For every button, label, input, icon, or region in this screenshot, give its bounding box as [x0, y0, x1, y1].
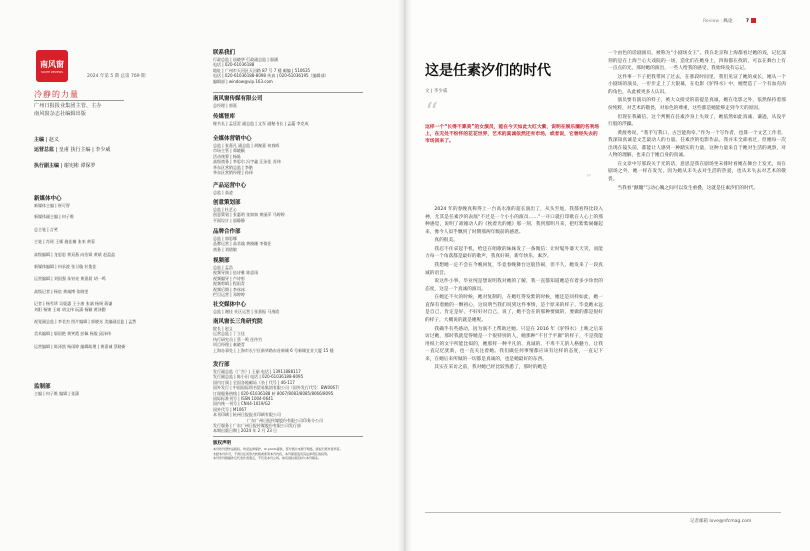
section-title: 南风窗传媒有限公司: [213, 96, 263, 102]
contact-line: 编辑部 | window@vip.163.com: [213, 78, 273, 84]
divider: [213, 436, 363, 437]
product-center: [213, 183, 363, 195]
contact-line: 地址 | 广州市天河区天河路 87 号 7 楼 邮编 | 510635: [213, 67, 311, 73]
article-title: 这是任素汐们的时代: [425, 63, 551, 79]
issue-number: 2024 年第 5 期 总第 769 期: [87, 74, 146, 79]
publisher-info: [34, 102, 124, 118]
staff-line: 秘书长 | 孟廷雷 副总监 | 文军 副秘书长 | 孟蕴 李克成: [213, 121, 309, 126]
body-paragraph: 一个由色的话剧演员，被称为“小剧场女王”。我在北京和上海都看过她的戏，记忆深刻的是在上海兰心大戏院的一场，造化们在她身上，四海都在找的，可以在舞台上有一点点的光，那时她的演出，一些人给我的感受，我始终没有忘记。: [608, 51, 786, 71]
staff-line: 视频编导 | 卢诗彤: [213, 275, 245, 281]
creative-dept: [213, 200, 363, 223]
divider: [213, 92, 363, 93]
body-paragraph: 在她还不火的时候，她对复制的，在她红得发紫的时候，她还是同样如此，她一直保有着她的一颗初心，这说明当我们说到这件事情，是个原来的样子，毕竟她永远是自己，肯定是好，不好好对自己，说了，她不会在的那种要做的，要做的都是很好的样子，大概说的就是她呢。: [425, 295, 603, 323]
body-paragraph: 真的很美。: [434, 238, 458, 244]
body-paragraph: 这件事一下子把我带回了过去，在那段时间里，我们见证了她的成长，她从一个小剧场的演员，一步步走上了大银幕，在电影《驴得水》中，她塑造了一个有血有肉的角色，从此被更多人认识。: [608, 74, 786, 95]
staff-line: 总监 | 郭思娜: [213, 236, 237, 241]
sponsor-line: 广州日报报业集团主管、主办: [34, 103, 102, 109]
staff-line: 活动统筹 | 杨陈: [213, 153, 241, 159]
staff-line: 新媒体编辑 | 何承波 张旦璇 杜俊佳: [34, 264, 97, 270]
staff-line: 执行副主编 | 谢宪彬 谭保罗: [34, 163, 96, 169]
body-paragraph: 黄渡秀说，“我手写我口，古岂能拘牵。”作为一个写作者，也算一个文艺工作者，我深知真诚是文艺最动人的力量。任素汐的电影作品，我并未全部看过，但她每一次出现在镜头前，都能让人感到一种踏实的力量，这种力量来自于她对生活的观察，对人物的理解，也来自于她自身的真诚。: [608, 130, 786, 159]
staff-line: 视频后期 | 李冰冰: [213, 286, 245, 292]
copyright-line: 本刊所刊载稿件仅代表作者观点，不代表本刊立场。如有侵权请及时与本刊联系。: [213, 456, 322, 461]
staff-line: 主笔 | 肖瑶 王雁 施佳楠 张来 黄蓉: [34, 239, 95, 245]
staff-line: 广东广州日报传媒股份有限公司印务分公司: [247, 417, 323, 423]
magazine-slogan: 冷静的力量: [34, 90, 79, 99]
body-column-1: [425, 206, 603, 506]
body-column-2: [608, 50, 786, 506]
contact-line: 行政总监 | 屈晓华 行政副总监 | 邬涵: [213, 57, 279, 62]
staff-line: 新媒体副主编 | 何子维: [34, 214, 74, 220]
editorial-staff: [34, 137, 110, 170]
staff-line: 视频导演 | 伍诗雅 陈思雨: [213, 270, 259, 276]
supervision: [34, 384, 79, 396]
staff-line: 运营总监 | 丁立佳: [213, 331, 245, 337]
staff-line: 订阅服务热线 | 020-61036188 转 8067/8083/8085/8066/8095: [213, 390, 334, 396]
social-media-center: [213, 302, 363, 314]
video-dept: [213, 258, 363, 297]
staff-line: 总监 | 孟浩: [213, 265, 233, 270]
staff-line: 栏目运营 | 邓婷婷: [213, 292, 245, 298]
contact-section: [213, 50, 363, 84]
staff-line: 视觉副总监 | 李君杰 图片编辑 | 郭晓光 美编副总监 | 孟然: [34, 319, 137, 325]
sponsor-line: 南风窗杂志社编辑出版: [34, 111, 86, 118]
staff-line: 总主笔 | 言笑: [34, 226, 58, 232]
staff-line: 国内订阅 | 全国各地邮局（杂 | 代号 | 46-117: [213, 379, 295, 385]
contact-line: 电话 | 020-61036188-8098 传真 | 020-61036195（编辑部）: [213, 73, 329, 79]
body-paragraph: 在文章中写那段关于光的话，意思是我在剧场坐末排时看她在舞台上发光，而在剧场之外，她一样在发光，因为她从未失去对生活的热爱，也从未失去对艺术的敬畏。: [608, 161, 786, 182]
staff-line: 总监 | 高凌: [213, 190, 233, 195]
logo-name: 南风窗: [40, 59, 64, 69]
staff-line: 总监 | 杜艺心: [213, 207, 237, 212]
staff-line: 本刊印刷 | 杭州日报报业印刷有限公司: [213, 412, 281, 418]
section-title: 品牌合作部: [213, 229, 241, 235]
staff-line: 项目经理 | 秦晓青: [213, 342, 245, 348]
logo-subtitle: SOUTH REVIEWS: [41, 71, 63, 74]
staff-line: 高级编辑 | 龙思思 黄双燕 向治霖 黄斌 赵盈盈: [34, 251, 115, 257]
copyright-notice: [213, 440, 363, 461]
staff-line: 国外代号 | M1067: [213, 406, 247, 412]
staff-line: 高级商务 | 李思尔 冯宇鑫 汪泳佳 苏炜: [213, 159, 281, 165]
staff-line: 国内统一刊号 | CN44-1019/G2: [213, 401, 271, 407]
header-kicker: 纵论: [723, 19, 733, 24]
section-title: 联系我们: [213, 50, 236, 56]
staff-line: 商务 | 刘倩敏: [213, 246, 237, 252]
body-paragraph: 其实在采访之前，我对她已经比较熟悉了，那时的她是: [434, 365, 547, 371]
staff-line: 运营编辑 | 陈泽凯 杨雨婷 编辑助理 | 黄嘉诚 蔡晓新: [34, 343, 126, 349]
section-title: 南风窗长三角研究院: [213, 319, 263, 325]
staff-line: 院长 | 赵义: [213, 326, 233, 331]
brand-mark-icon: [751, 18, 756, 23]
staff-line: 新媒体主编 | 崔可智: [34, 203, 70, 208]
page-number: 7: [745, 19, 750, 24]
section-title: 创意策划部: [213, 200, 241, 206]
research-institute: [213, 319, 363, 353]
body-paragraph: 当我看“颠簸”与动心魄之间可以发生重叠，这就是任素汐们的时代。: [617, 185, 759, 191]
section-title: 监制部: [34, 384, 51, 390]
footer-divider: [425, 512, 781, 513]
body-paragraph: 演员要有演员的样子，被大众接受的前提是真诚，她在电影之外，依然保持着那份纯粹，对艺术的敬畏，对角色的尊重，这些都是她能够走到今天的原因。: [608, 98, 786, 111]
section-title: 社交媒体中心: [213, 302, 247, 308]
body-paragraph: 我忍不住拿起手机，给还在唱歌的妹妹发了一条微信：让时髦外婆天天笑，而能力每一个角落都是最好的歌声，我真好呀，新年快乐，素汐。: [425, 246, 603, 260]
section-title: 视频部: [213, 258, 230, 264]
divider: [34, 100, 124, 101]
brand-dept: [213, 229, 363, 252]
new-media-center: [34, 196, 199, 349]
article-byline: 文 | 李少威: [425, 89, 448, 94]
staff-line: 刘阳 杨锦 王萌 胡文伟 阮潇 杨颖 黄泽勤: [34, 306, 106, 312]
body-paragraph: 我想她一定不会在今晚回复，毕竟春晚舞台这般热闹，但不久，她发来了一段真诚的语音。: [425, 263, 603, 276]
open-quote-icon: “: [425, 98, 439, 128]
staff-line: 市场主管 | 郑晓颖: [213, 148, 245, 154]
close-quote-icon: ”: [586, 172, 592, 185]
distribution-dept: [213, 362, 363, 434]
copyright-line: 本刊所刊登作品版权，均受法律保护，IC photo提供，部分图片来源于网络，版权归原作者所有。: [213, 447, 343, 451]
staff-line: 运营总监 | 皇甫 执行主编 | 李少威: [34, 147, 111, 153]
body-paragraph: 我确乎有些感动，因为演不上帮助过她。只是在 2016 年《驴得水》上映之后采访过她，那时我就觉得她是一个很特别的人，她那种“不甘于平庸”的样子，不是我能用纸上的文字所能比拟的，她那样一种平凡的、真诚的、不卑不亢的人格魅力，让我一直记忆犹新，也一直关注着她。我们做任何事情都应该有这样的态度，一直记下来，在她后来所做的一切都是真诚的，也是她最好的东西。: [425, 326, 603, 362]
section-title: 发行部: [213, 362, 230, 368]
media-think-tank: [213, 114, 363, 126]
staff-line: 华东区营销总监 | 李皓: [213, 164, 253, 170]
body-paragraph: 2024 年的春晚真称得上一台高水准的超长演出了，从头至尾，我都看得比较入神，尤其是任素汐的表演“不过是一个小小的演员……”一开口就打印歌在人心上的那种感觉，说明了战锤动人的《枕着光的她》那一刻，我到那明月来，把红紫紫闹嫌起来，像今人似乎飘到了时期那两年级前的感恩。: [425, 207, 603, 235]
page-gutter: [398, 0, 412, 551]
magazine-logo: [36, 50, 68, 82]
company-section: [213, 96, 363, 108]
staff-line: 发行副总监（广告）| 王丽 电话 | 13911888117: [213, 369, 301, 374]
staff-line: 上海办事处 | 上海市长宁区新华路东首新城 6 号新城宜业大厦 15 楼: [213, 347, 334, 353]
header-section: Review: [703, 19, 720, 24]
staff-line: 发行副总监 | 陈小田 电话 | 020-61036188-8095: [213, 374, 304, 380]
body-paragraph: 说这件小事，毕业纯是想说明我对她的了解，我一直都知道她是有着多少珍贵的态度，这是一个真诚的演员。: [425, 279, 603, 292]
staff-line: 视频剪辑 | 程雨青: [213, 281, 245, 287]
staff-line: 主编 | 何子维 编辑 | 张潇: [34, 391, 80, 396]
section-title: 全媒体营销中心: [213, 136, 252, 142]
contact-line: 电话 | 020-61036188: [213, 62, 255, 68]
section-title: 产品运营中心: [213, 183, 247, 189]
staff-line: 执行研究员 | 蔡一鸣 任传竹: [213, 336, 263, 342]
staff-line: 平面设计 | 邵静静: [213, 217, 245, 223]
section-title: 版权声明: [213, 441, 231, 446]
staff-line: 运营编辑 | 刘国强 朱钊亮 黄嘉晨 胡一鸣: [34, 276, 106, 282]
staff-line: 主编 | 赵义: [34, 137, 59, 143]
staff-line: 高级记者 | 杨宸 黄诚博 张晓雯: [34, 288, 89, 294]
staff-line: 发行服务 | 广东广州日报传媒股份有限公司发行部: [213, 423, 301, 429]
body-paragraph: 但现在我确信，这个判断在任素汐身上失效了，她依然如此真诚，谦逊，从没平行般的浮躁。: [608, 114, 786, 128]
staff-line: 本期出版日期 | 2024 年 2 月 23 日: [213, 428, 278, 434]
page-header: Review | 纵论 7: [703, 18, 756, 24]
staff-line: 美术编辑 | 邬国艳 黄笑霞 彭佩 杨俊 邱泽伟: [34, 331, 111, 337]
section-title: 传媒智库: [213, 114, 236, 120]
staff-line: 国外发行 | 中国国际图书贸易集团有限公司（国外发行代号：BW0067）: [213, 385, 342, 391]
staff-line: 总监 | 张嘉凡 副总监 | 胡婉嘉 何春晖: [213, 143, 280, 148]
staff-line: 记者 | 杨雪珍 吴焜惠 王小康 张滴 杨锡 蒋谦: [34, 301, 113, 307]
copyright-line: 未经本刊许可，不得以任何形式转载或使用本刊内容，本刊保留追究其法律责任的权利。: [213, 451, 331, 456]
staff-line: 品牌运营 | 高君瑜 黄晓珊 李倩任: [213, 241, 272, 247]
staff-line: 创意策划 | 张惠明 张如如 黄丽萍 马婷婷: [213, 212, 285, 218]
staff-line: 华东区营销经理 | 孙伟: [213, 170, 253, 176]
section-title: 新媒体中心: [34, 196, 62, 202]
article-dek: 这样一个“长得不算美”的女演员，能在今天如此大红大紫，说明在娱乐圈的名利场上，在无处不纷怀的花花世界，艺术的真诚依然还有市场，或者说，它曾经失去的市场回来了。: [425, 125, 600, 145]
marketing-center: [213, 136, 363, 175]
staff-line: 总经理 | 郭嘉: [213, 103, 237, 108]
staff-line: 国际标准刊号 | ISSN 1004-0641: [213, 396, 274, 402]
staff-line: 总监 | 谢佳 社区运营 | 张嘉振 马逸欣: [213, 309, 280, 314]
editor-email: 记者邮箱 love@nfcmag.com: [690, 519, 752, 524]
